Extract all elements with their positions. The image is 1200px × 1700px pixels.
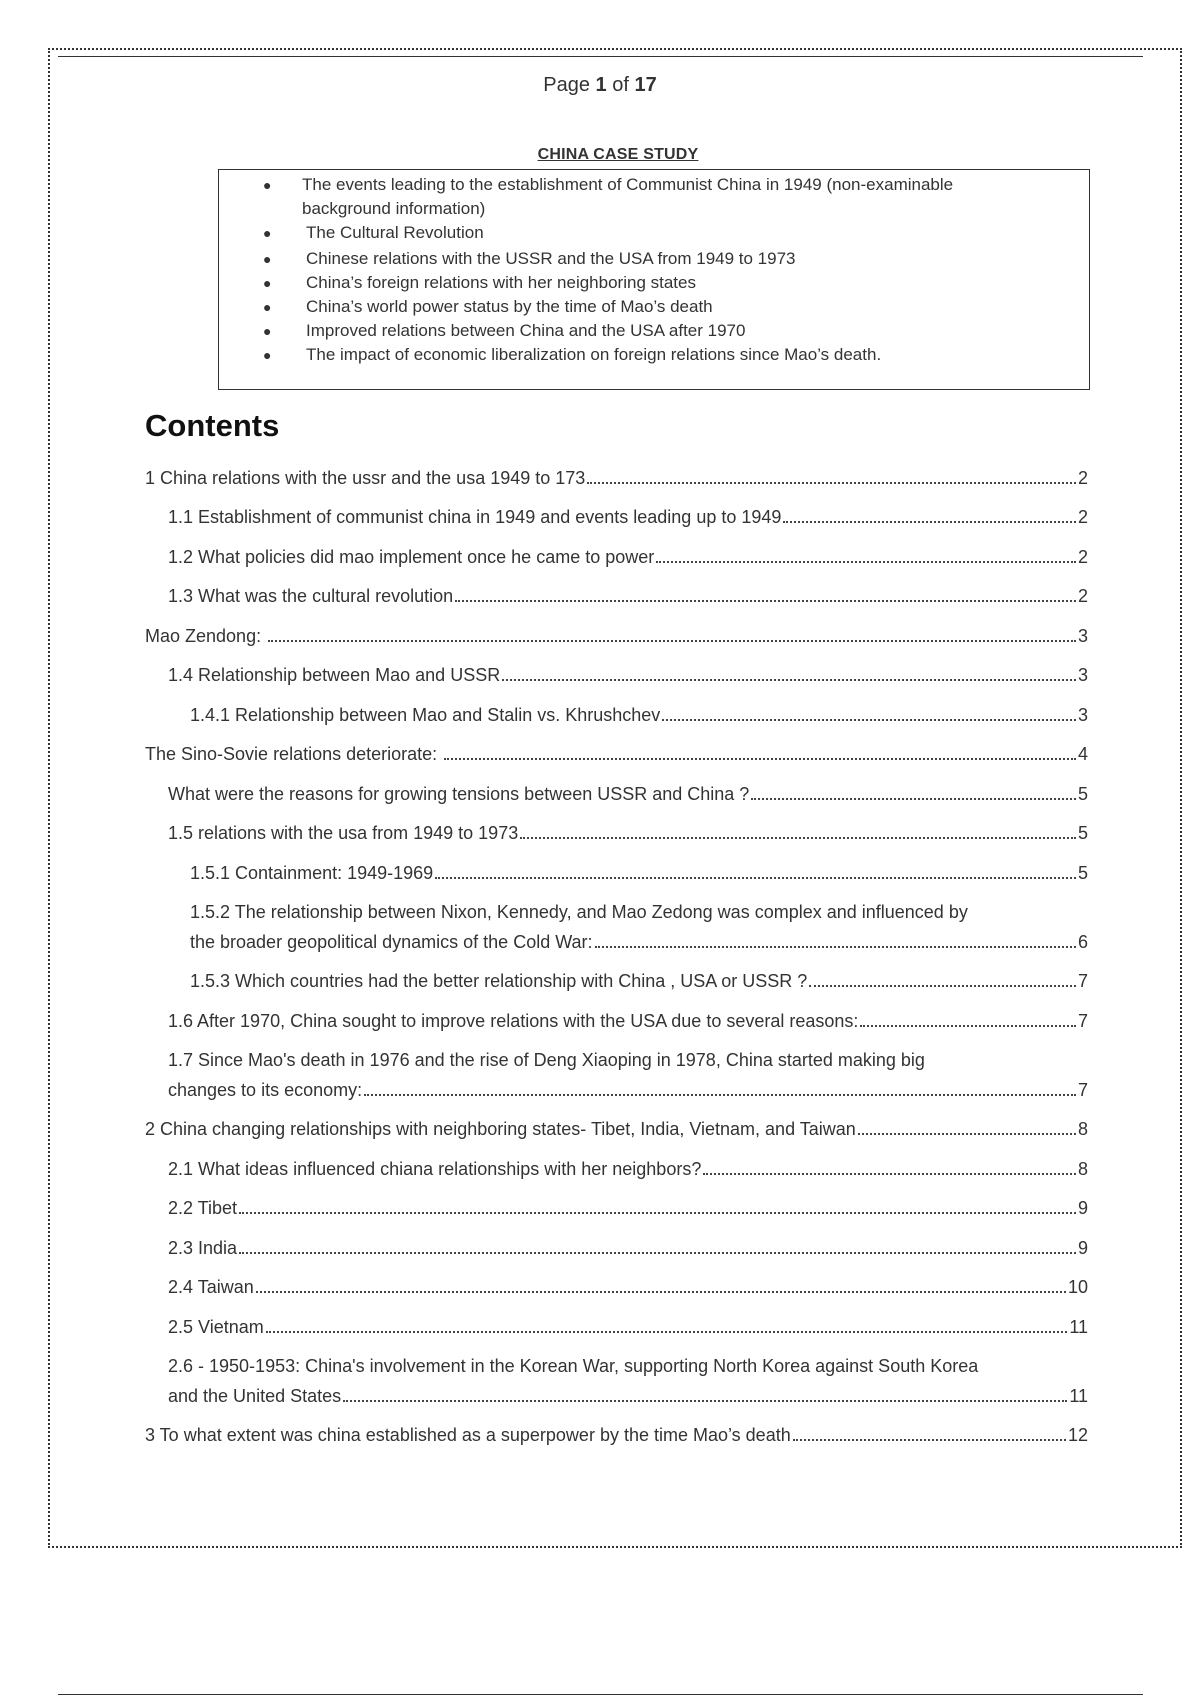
toc-leader bbox=[455, 600, 1076, 602]
toc-label: Mao Zendong: bbox=[145, 626, 267, 646]
toc-page: 2 bbox=[1077, 468, 1088, 488]
toc-entry[interactable] bbox=[168, 1233, 1088, 1263]
toc-label-first-line: 1.7 Since Mao's death in 1976 and the rise of Deng Xiaoping in 1978, China started making big bbox=[168, 1050, 925, 1070]
toc-leader bbox=[256, 1291, 1066, 1293]
toc-page: 2 bbox=[1077, 586, 1088, 606]
toc-page: 9 bbox=[1077, 1198, 1088, 1218]
toc-entry[interactable] bbox=[190, 897, 1088, 957]
toc-page: 2 bbox=[1077, 507, 1088, 527]
toc-leader bbox=[809, 985, 1076, 987]
toc-label: 1.5.3 Which countries had the better relationship with China , USA or USSR ? bbox=[190, 971, 808, 991]
toc-leader bbox=[662, 719, 1076, 721]
bullet-icon: ● bbox=[263, 299, 272, 315]
toc-entry[interactable] bbox=[168, 1006, 1088, 1036]
toc-page: 3 bbox=[1077, 626, 1088, 646]
toc-leader bbox=[239, 1252, 1076, 1254]
toc-leader bbox=[783, 521, 1076, 523]
toc-leader bbox=[444, 758, 1076, 760]
toc-label: What were the reasons for growing tensions between USSR and China ? bbox=[168, 784, 750, 804]
toc-entry[interactable] bbox=[168, 779, 1088, 809]
toc-page: 11 bbox=[1069, 1317, 1088, 1337]
page-prefix: Page bbox=[543, 74, 590, 96]
topic-text: China’s world power status by the time of Mao’s death bbox=[306, 297, 713, 316]
toc-page: 5 bbox=[1077, 784, 1088, 804]
topic-text: Improved relations between China and the USA after 1970 bbox=[306, 321, 746, 340]
toc-page: 5 bbox=[1077, 823, 1088, 843]
toc-page: 3 bbox=[1077, 705, 1088, 725]
toc-page: 2 bbox=[1077, 547, 1088, 567]
toc-page: 4 bbox=[1077, 744, 1088, 764]
toc-page: 10 bbox=[1067, 1277, 1088, 1297]
toc-entry[interactable] bbox=[168, 502, 1088, 532]
toc-entry[interactable] bbox=[168, 581, 1088, 611]
toc-leader bbox=[239, 1212, 1076, 1214]
toc-page: 7 bbox=[1077, 1080, 1088, 1100]
toc-label: The Sino-Sovie relations deteriorate: bbox=[145, 744, 443, 764]
toc-leader bbox=[858, 1133, 1076, 1135]
toc-label: the broader geopolitical dynamics of the Cold War: bbox=[190, 932, 593, 952]
toc-leader bbox=[703, 1173, 1076, 1175]
toc-page: 8 bbox=[1077, 1119, 1088, 1139]
topic-text: background information) bbox=[302, 199, 486, 218]
toc-page: 8 bbox=[1077, 1159, 1088, 1179]
toc-entry[interactable] bbox=[190, 700, 1088, 730]
bullet-icon: ● bbox=[263, 323, 272, 339]
toc-entry[interactable] bbox=[168, 1351, 1088, 1411]
bullet-icon: ● bbox=[263, 177, 272, 193]
toc-label: 1.4 Relationship between Mao and USSR bbox=[168, 665, 501, 685]
toc-leader bbox=[364, 1094, 1076, 1096]
toc-label: 2.1 What ideas influenced chiana relationships with her neighbors? bbox=[168, 1159, 702, 1179]
toc-entry[interactable] bbox=[145, 463, 1088, 493]
toc-entry[interactable] bbox=[168, 818, 1088, 848]
bullet-icon: ● bbox=[263, 225, 272, 241]
topic-text: The impact of economic liberalization on foreign relations since Mao’s death. bbox=[306, 345, 882, 364]
toc-label: 2.2 Tibet bbox=[168, 1198, 238, 1218]
toc-page: 9 bbox=[1077, 1238, 1088, 1258]
toc-label-first-line: 1.5.2 The relationship between Nixon, Kennedy, and Mao Zedong was complex and influenced by bbox=[190, 902, 968, 922]
bullet-icon: ● bbox=[263, 251, 272, 267]
toc-page: 11 bbox=[1069, 1386, 1088, 1406]
toc-label: 1.3 What was the cultural revolution bbox=[168, 586, 454, 606]
toc-label: 1.5 relations with the usa from 1949 to 1973 bbox=[168, 823, 519, 843]
toc-page: 3 bbox=[1077, 665, 1088, 685]
case-study-title: CHINA CASE STUDY bbox=[537, 146, 699, 163]
toc-label: 1.1 Establishment of communist china in 1949 and events leading up to 1949 bbox=[168, 507, 782, 527]
toc-entry[interactable] bbox=[145, 621, 1088, 651]
toc-entry[interactable] bbox=[145, 1420, 1088, 1450]
toc-entry[interactable] bbox=[168, 1045, 1088, 1105]
page-total: 17 bbox=[634, 74, 657, 96]
toc-label: 1.4.1 Relationship between Mao and Stalin vs. Khrushchev bbox=[190, 705, 661, 725]
toc-leader bbox=[435, 877, 1076, 879]
toc-page: 7 bbox=[1077, 1011, 1088, 1031]
toc-label: 1.6 After 1970, China sought to improve relations with the USA due to several reasons: bbox=[168, 1011, 859, 1031]
bullet-icon: ● bbox=[263, 347, 272, 363]
page-of: of bbox=[612, 74, 629, 96]
toc-page: 6 bbox=[1077, 932, 1088, 952]
toc-entry[interactable] bbox=[190, 858, 1088, 888]
toc-label-first-line: 2.6 - 1950-1953: China's involvement in the Korean War, supporting North Korea against South Korea bbox=[168, 1356, 979, 1376]
toc-leader bbox=[860, 1025, 1076, 1027]
toc-label: and the United States bbox=[168, 1386, 342, 1406]
toc-label: 2.5 Vietnam bbox=[168, 1317, 264, 1337]
toc-leader bbox=[268, 640, 1076, 642]
toc-leader bbox=[520, 837, 1076, 839]
toc-label: changes to its economy: bbox=[168, 1080, 363, 1100]
toc-page: 7 bbox=[1077, 971, 1088, 991]
bullet-icon: ● bbox=[263, 275, 272, 291]
toc-label: 1 China relations with the ussr and the usa 1949 to 173 bbox=[145, 468, 586, 488]
header-rule bbox=[58, 56, 1143, 57]
toc-page: 5 bbox=[1077, 863, 1088, 883]
toc-entry[interactable] bbox=[168, 660, 1088, 690]
toc-leader bbox=[751, 798, 1076, 800]
contents-heading: Contents bbox=[145, 408, 280, 443]
toc-label: 2.4 Taiwan bbox=[168, 1277, 254, 1297]
topic-text: The events leading to the establishment of Communist China in 1949 (non-examinable bbox=[302, 175, 954, 194]
toc-label: 1.5.1 Containment: 1949-1969 bbox=[190, 863, 434, 883]
topics-box bbox=[218, 169, 1090, 390]
toc-leader bbox=[793, 1439, 1066, 1441]
toc-leader bbox=[587, 482, 1076, 484]
toc-entry[interactable] bbox=[168, 1154, 1088, 1184]
toc-leader bbox=[502, 679, 1076, 681]
toc-label: 2 China changing relationships with neighboring states- Tibet, India, Vietnam, and Taiwan bbox=[145, 1119, 856, 1139]
toc-entry[interactable] bbox=[145, 739, 1088, 769]
toc-leader bbox=[266, 1331, 1068, 1333]
toc-entry[interactable] bbox=[190, 966, 1088, 996]
topic-text: Chinese relations with the USSR and the USA from 1949 to 1973 bbox=[306, 249, 796, 268]
toc-page: 12 bbox=[1067, 1425, 1088, 1445]
toc-leader bbox=[595, 946, 1076, 948]
footer-rule bbox=[58, 1694, 1143, 1695]
topic-text: The Cultural Revolution bbox=[306, 223, 484, 242]
toc-label: 1.2 What policies did mao implement once he came to power bbox=[168, 547, 655, 567]
toc-entry[interactable] bbox=[168, 1193, 1088, 1223]
toc-leader bbox=[343, 1400, 1067, 1402]
toc-entry[interactable] bbox=[168, 1272, 1088, 1302]
toc-entry[interactable] bbox=[145, 1114, 1088, 1144]
toc-leader bbox=[656, 561, 1076, 563]
page-counter bbox=[0, 74, 1200, 97]
toc-entry[interactable] bbox=[168, 542, 1088, 572]
toc-label: 3 To what extent was china established as a superpower by the time Mao’s death bbox=[145, 1425, 791, 1445]
toc-entry[interactable] bbox=[168, 1312, 1088, 1342]
topic-text: China’s foreign relations with her neighboring states bbox=[306, 273, 696, 292]
page-number: 1 bbox=[595, 74, 607, 96]
toc-label: 2.3 India bbox=[168, 1238, 238, 1258]
